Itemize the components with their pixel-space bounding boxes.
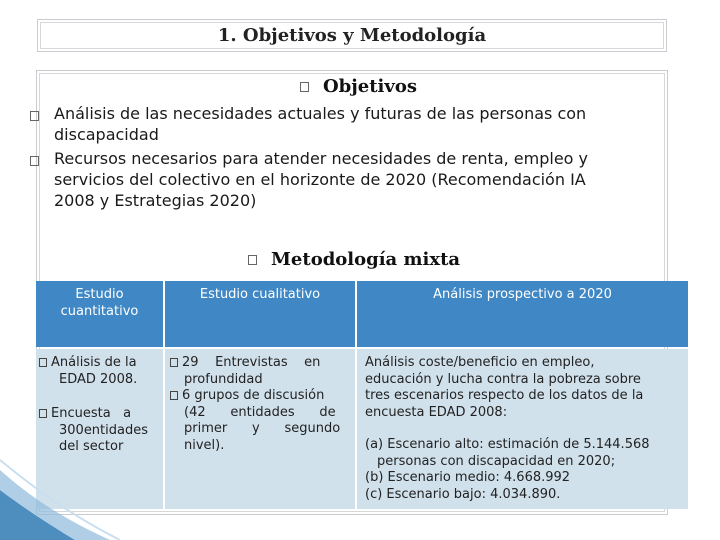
checkbox-bullet-icon [39, 358, 47, 367]
cell-line: (c) Escenario bajo: 4.034.890. [365, 486, 561, 502]
cell-line [39, 355, 158, 372]
cell-text: 6 grupos de discusión [182, 388, 325, 403]
metodologia-heading-text: Metodología mixta [271, 249, 461, 270]
table-header-prospectivo [357, 281, 688, 347]
corner-swoosh-decoration [0, 430, 120, 540]
cell-line [39, 406, 158, 423]
header-text: cuantitativo [60, 304, 139, 319]
cell-text: 29 Entrevistas en [182, 355, 321, 370]
objetivo-item-2 [54, 148, 674, 211]
cell-line: tres escenarios respecto de los datos de la [365, 388, 644, 403]
cell-line: primer y segundo [184, 421, 341, 436]
cell-line: (a) Escenario alto: estimación de 5.144.568 [365, 437, 650, 452]
objetivos-heading-text: Objetivos [323, 76, 417, 97]
title-frame [37, 19, 667, 52]
spacer [39, 388, 158, 406]
square-bullet-icon [300, 82, 309, 92]
cell-line [170, 388, 347, 405]
table-header-cualitativo [165, 281, 355, 347]
cell-line: nivel). [184, 437, 225, 453]
cell-text: Encuesta a [51, 406, 132, 421]
objetivo-item-2-line2: servicios del colectivo en el horizonte de 2020 (Recomendación IA [54, 170, 586, 189]
checkbox-bullet-icon [39, 409, 47, 418]
objetivo-item-1-line2: discapacidad [54, 125, 159, 144]
square-bullet-icon [30, 156, 39, 166]
cell-line: (42 entidades de [184, 404, 336, 420]
metodologia-heading [248, 249, 460, 270]
header-text: Estudio cualitativo [199, 287, 321, 302]
cell-line: 300entidades [59, 422, 149, 438]
title-inner-frame [40, 22, 664, 49]
cell-line [170, 355, 347, 372]
cell-line: personas con discapacidad en 2020; [377, 453, 616, 469]
cell-line: profundidad [184, 371, 263, 387]
objetivo-item-2-line3: 2008 y Estrategias 2020) [54, 191, 257, 210]
methodology-table [36, 281, 688, 509]
objetivo-item-1-line1: Análisis de las necesidades actuales y futuras de las personas con [54, 104, 587, 123]
cell-line: (b) Escenario medio: 4.668.992 [365, 470, 571, 485]
header-text: Estudio [75, 287, 124, 302]
square-bullet-icon [248, 255, 257, 265]
objetivo-item-1 [54, 103, 674, 145]
cell-line: Análisis coste/beneficio en empleo, [365, 355, 595, 370]
header-text: Análisis prospectivo a 2020 [433, 287, 612, 302]
objetivos-heading [300, 76, 417, 97]
table-cell-prospectivo [357, 349, 688, 509]
cell-text: Análisis de la [51, 355, 137, 370]
table-cell-cualitativo [165, 349, 355, 509]
cell-line: EDAD 2008. [59, 371, 138, 387]
square-bullet-icon [30, 111, 39, 121]
cell-line: encuesta EDAD 2008: [365, 404, 508, 420]
table-header-cuantitativo [36, 281, 163, 347]
checkbox-bullet-icon [170, 391, 178, 400]
checkbox-bullet-icon [170, 358, 178, 367]
spacer [365, 421, 682, 437]
objetivo-item-2-line1: Recursos necesarios para atender necesidades de renta, empleo y [54, 149, 589, 168]
cell-line: educación y lucha contra la pobreza sobre [365, 371, 641, 387]
cell-line: del sector [59, 439, 124, 454]
page-title: 1. Objetivos y Metodología [217, 25, 487, 46]
